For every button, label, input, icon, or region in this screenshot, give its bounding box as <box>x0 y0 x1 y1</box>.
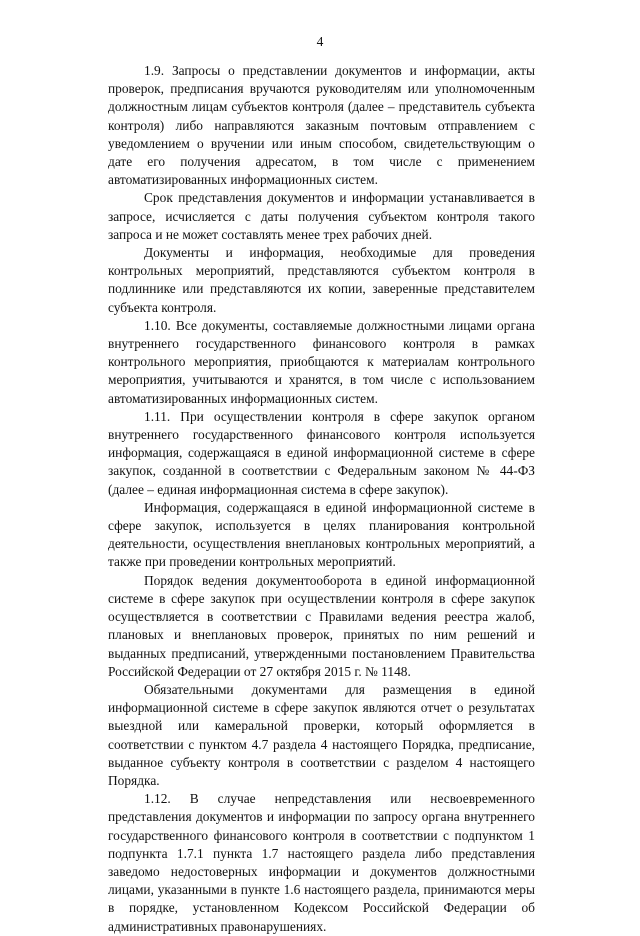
paragraph-deadline: Срок представления документов и информации устанавливается в запросе, исчисляется с даты получения субъектом контроля такого запроса и не может составлять менее трех рабочих дней. <box>108 190 535 242</box>
paragraph-1-10: 1.10. Все документы, составляемые должностными лицами органа внутреннего государственного финансового контроля в рамках контрольного мероприятия, приобщаются к материалам контрольного мероприятия, учитываются и хранятся, в том числе с использованием автоматизированных информационных систем. <box>108 317 535 406</box>
document-body <box>108 62 535 936</box>
paragraph-documents-originals: Документы и информация, необходимые для проведения контрольных мероприятий, представляются субъектом контроля в подлиннике или представляются их копии, заверенные представителем субъекта контроля. <box>108 245 535 315</box>
paragraph-mandatory-documents: Обязательными документами для размещения в единой информационной системе в сфере закупок являются отчет о результатах выездной или камеральной проверки, который оформляется в соответствии с пунктом 4.7 раздела 4 настоящего Порядка, предписание, выданное субъекту контроля в соответствии с разделом 4 настоящего Порядка. <box>108 681 535 788</box>
paragraph-1-12: 1.12. В случае непредставления или несвоевременного представления документов и информации по запросу органа внутреннего государственного финансового контроля в соответствии с подпунктом 1 подпункта 1.7.1 пункта 1.7 настоящего раздела либо представления заведомо недостоверных информации и документов должностными лицами, указанными в пункте 1.6 настоящего раздела, принимаются меры в порядке, установленном Кодексом Российской Федерации об административных правонарушениях. <box>108 791 535 934</box>
paragraph-document-flow: Порядок ведения документооборота в единой информационной системе в сфере закупок при осуществлении контроля в сфере закупок осуществляется в соответствии с Правилами ведения реестра жалоб, плановых и внеплановых проверок, принятых по ним решений и выданных предписаний, утвержденными постановлением Правительства Российской Федерации от 27 октября 2015 г. № 1148. <box>108 572 535 679</box>
paragraph-1-9: 1.9. Запросы о представлении документов и информации, акты проверок, предписания вручаются руководителям или уполномоченным должностным лицам субъектов контроля (далее – представитель субъекта контроля) либо направляются заказным почтовым отправлением с уведомлением о вручении или иным способом, свидетельствующим о дате его получения адресатом, в том числе с применением автоматизированных информационных систем. <box>108 63 535 188</box>
paragraph-procurement-info: Информация, содержащаяся в единой информационной системе в сфере закупок, используется в целях планирования контрольной деятельности, осуществления внеплановых контрольных мероприятий, а также при проведении контрольных мероприятий. <box>108 499 535 570</box>
paragraph-1-11: 1.11. При осуществлении контроля в сфере закупок органом внутреннего государственного финансового контроля используется информация, содержащаяся в единой информационной системе в сфере закупок, созданной в соответствии с Федеральным законом № 44-ФЗ (далее – единая информационная система в сфере закупок). <box>108 408 535 497</box>
page-number: 4 <box>316 34 324 49</box>
